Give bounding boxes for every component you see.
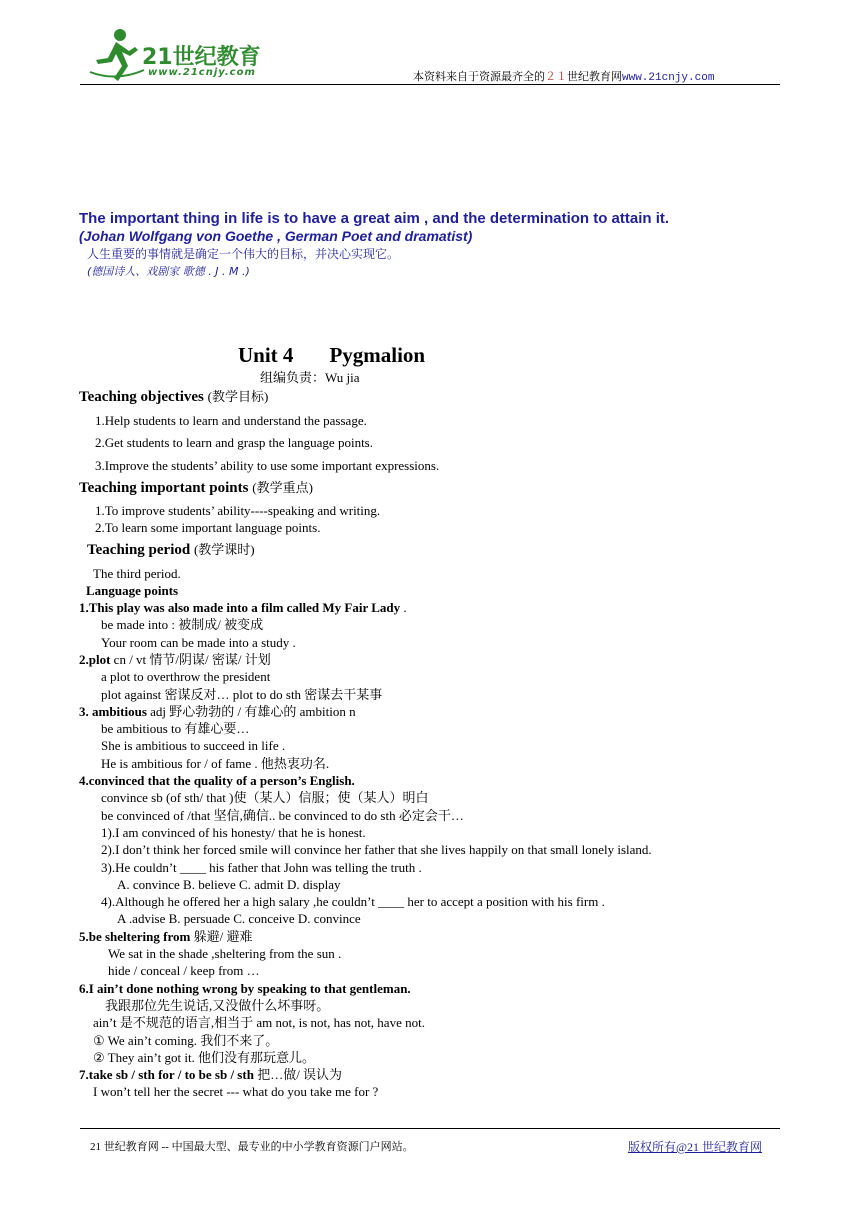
language-point-line: 1).I am convinced of his honesty/ that he is honest.	[101, 825, 366, 840]
logo-url: www.21cnjy.com	[148, 67, 256, 78]
language-point-line: ② They ain’t got it. 他们没有那玩意儿。	[93, 1050, 316, 1065]
language-point-line: A. convince B. believe C. admit D. display	[117, 877, 341, 892]
language-point-line: ① We ain’t coming. 我们不来了。	[93, 1033, 279, 1048]
language-point-line: convince sb (of sth/ that )使（某人）信服；使（某人）明白	[101, 790, 429, 805]
runner-icon	[86, 26, 146, 84]
language-point-title: 1.This play was also made into a film called My Fair Lady .	[79, 600, 407, 615]
footer-divider	[80, 1128, 780, 1129]
language-point-title: 7.take sb / sth for / to be sb / sth 把…做/ 误认为	[79, 1067, 343, 1082]
language-point-line: be made into : 被制成/ 被变成	[101, 617, 264, 632]
language-point-line: A .advise B. persuade C. conceive D. convince	[117, 911, 361, 926]
language-point-line: 3).He couldn’t ____ his father that John was telling the truth .	[101, 860, 422, 875]
language-point-line: We sat in the shade ,sheltering from the sun .	[108, 946, 342, 961]
quote-chinese-author: (德国诗人、戏剧家 歌德 . J . M .)	[87, 265, 250, 278]
page-title	[238, 343, 461, 368]
language-point-line: 2).I don’t think her forced smile will convince her father that she lives happily on that small lonely island.	[101, 842, 652, 857]
language-point-line: plot against 密谋反对… plot to do sth 密谋去干某事	[101, 687, 383, 702]
period-text: The third period.	[93, 566, 181, 581]
language-point-line: be ambitious to 有雄心要…	[101, 721, 250, 736]
footer-tagline: 21 世纪教育网 -- 中国最大型、最专业的中小学教育资源门户网站。	[90, 1141, 414, 1153]
language-point-title: 5.be sheltering from 躲避/ 避难	[79, 929, 253, 944]
quote-chinese: 人生重要的事情就是确定一个伟大的目标，并决心实现它。	[87, 247, 400, 261]
objectives-heading: Teaching objectives (教学目标)	[79, 389, 269, 405]
editor-line: 组编负责：Wu jia	[260, 370, 360, 385]
language-point-title: 6.I ain’t done nothing wrong by speaking to that gentleman.	[79, 981, 411, 996]
language-point-line: 我跟那位先生说话,又没做什么坏事呀。	[105, 998, 330, 1013]
header-note: 本资料来自于资源最齐全的２１世纪教育网www.21cnjy.com	[413, 71, 715, 84]
language-point-title: 4.convinced that the quality of a person’s English.	[79, 773, 355, 788]
objective-item: 1.Help students to learn and understand the passage.	[95, 413, 367, 428]
language-point-line: Your room can be made into a study .	[101, 635, 296, 650]
language-point-line: a plot to overthrow the president	[101, 669, 271, 684]
period-heading: Teaching period (教学课时)	[87, 542, 255, 558]
unit-number: Unit 4	[238, 343, 294, 367]
language-points-heading: Language points	[86, 583, 179, 598]
language-point-line: She is ambitious to succeed in life .	[101, 738, 286, 753]
important-points-heading: Teaching important points (教学重点)	[79, 480, 313, 496]
objective-item: 2.Get students to learn and grasp the language points.	[95, 435, 373, 450]
important-point-item: 1.To improve students’ ability----speaking and writing.	[95, 503, 381, 518]
copyright-link[interactable]: 版权所有@21 世纪教育网	[628, 1140, 763, 1154]
language-point-line: hide / conceal / keep from …	[108, 963, 260, 978]
logo-text: 21世纪教育	[142, 45, 261, 70]
quote-author: (Johan Wolfgang von Goethe , German Poet and dramatist)	[79, 228, 473, 244]
header-divider	[80, 84, 780, 85]
language-point-line: I won’t tell her the secret --- what do you take me for ?	[93, 1084, 379, 1099]
quote-english: The important thing in life is to have a great aim , and the determination to attain it.	[79, 210, 670, 227]
language-point-line: 4).Although he offered her a high salary ,he couldn’t ____ her to accept a position with his firm .	[101, 894, 605, 909]
language-point-line: be convinced of /that 坚信,确信.. be convinced to do sth 必定会干…	[101, 808, 464, 823]
objective-item: 3.Improve the students’ ability to use some important expressions.	[95, 458, 440, 473]
language-point-title: 2.plot cn / vt 情节/阴谋/ 密谋/ 计划	[79, 652, 271, 667]
language-point-title: 3. ambitious adj 野心勃勃的 / 有雄心的 ambition n	[79, 704, 356, 719]
language-point-line: ain’t 是不规范的语言,相当于 am not, is not, has not, have not.	[93, 1015, 425, 1030]
important-point-item: 2.To learn some important language points.	[95, 520, 321, 535]
unit-name: Pygmalion	[329, 343, 426, 367]
language-point-line: He is ambitious for / of fame . 他热衷功名.	[101, 756, 330, 771]
